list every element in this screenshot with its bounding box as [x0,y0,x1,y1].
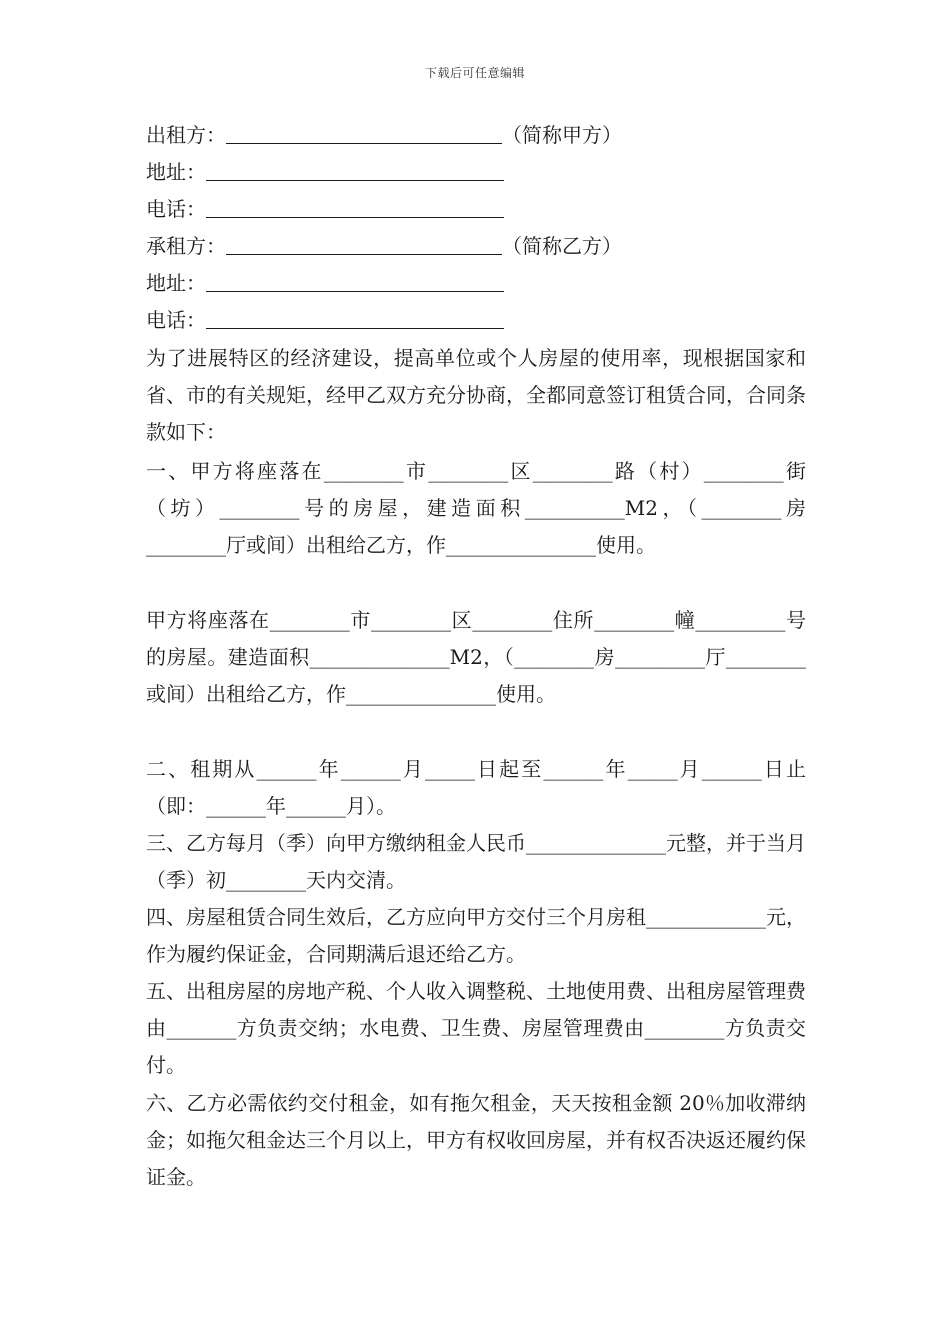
lessor-label: 出租方： [146,123,226,147]
lessee-address-label: 地址： [146,271,206,295]
clause-4: 四、房屋租赁合同生效后，乙方应向甲方交付三个月房租____________元，作为履约保证金，合同期满后退还给乙方。 [146,905,806,967]
page-header-note: 下载后可任意编辑 [424,66,525,80]
lessee-address-field[interactable] [206,267,504,292]
lessee-address-line [146,266,504,300]
lessee-phone-field[interactable] [206,304,504,329]
intro-paragraph: 为了进展特区的经济建设，提高单位或个人房屋的使用率，现根据国家和省、市的有关规矩，经甲乙双方充分协商，全都同意签订租赁合同，合同条款如下： [146,346,806,445]
clause-1b: 甲方将座落在________市________区________住所________幢_________号的房屋。建造面积______________M2，（________房_________厅________或间）出租给乙方，作_______________使用。 [146,608,806,707]
lessor-address-field[interactable] [206,156,504,181]
lessee-name-field[interactable] [226,230,502,255]
lessor-line [146,118,622,152]
clause-5: 五、出租房屋的房地产税、个人收入调整税、土地使用费、出租房屋管理费由_______方负责交纳；水电费、卫生费、房屋管理费由________方负责交付。 [146,979,806,1078]
lessor-phone-label: 电话： [146,197,206,221]
lessor-phone-line [146,192,504,226]
lessor-suffix: （简称甲方） [502,123,622,147]
lessee-phone-label: 电话： [146,308,206,332]
lessee-phone-line [146,303,504,337]
clause-1a: 一、甲方将座落在________市________区________路（村）________街（坊）________号的房屋，建造面积__________M2，（________房________厅或间）出租给乙方，作_______________使用。 [146,459,806,558]
clause-2: 二、租期从______年______月_____日起至______年_____月______日止（即：______年______月）。 [146,757,806,819]
lessor-name-field[interactable] [226,119,502,144]
clause-6: 六、乙方必需依约交付租金，如有拖欠租金，天天按租金额 20％加收滞纳金；如拖欠租金达三个月以上，甲方有权收回房屋，并有权否决返还履约保证金。 [146,1091,806,1190]
lessee-suffix: （简称乙方） [502,234,622,258]
lessee-label: 承租方： [146,234,226,258]
lessor-phone-field[interactable] [206,193,504,218]
clause-3: 三、乙方每月（季）向甲方缴纳租金人民币______________元整，并于当月（季）初________天内交清。 [146,831,806,893]
lessee-line [146,229,622,263]
lessor-address-label: 地址： [146,160,206,184]
lessor-address-line [146,155,504,189]
